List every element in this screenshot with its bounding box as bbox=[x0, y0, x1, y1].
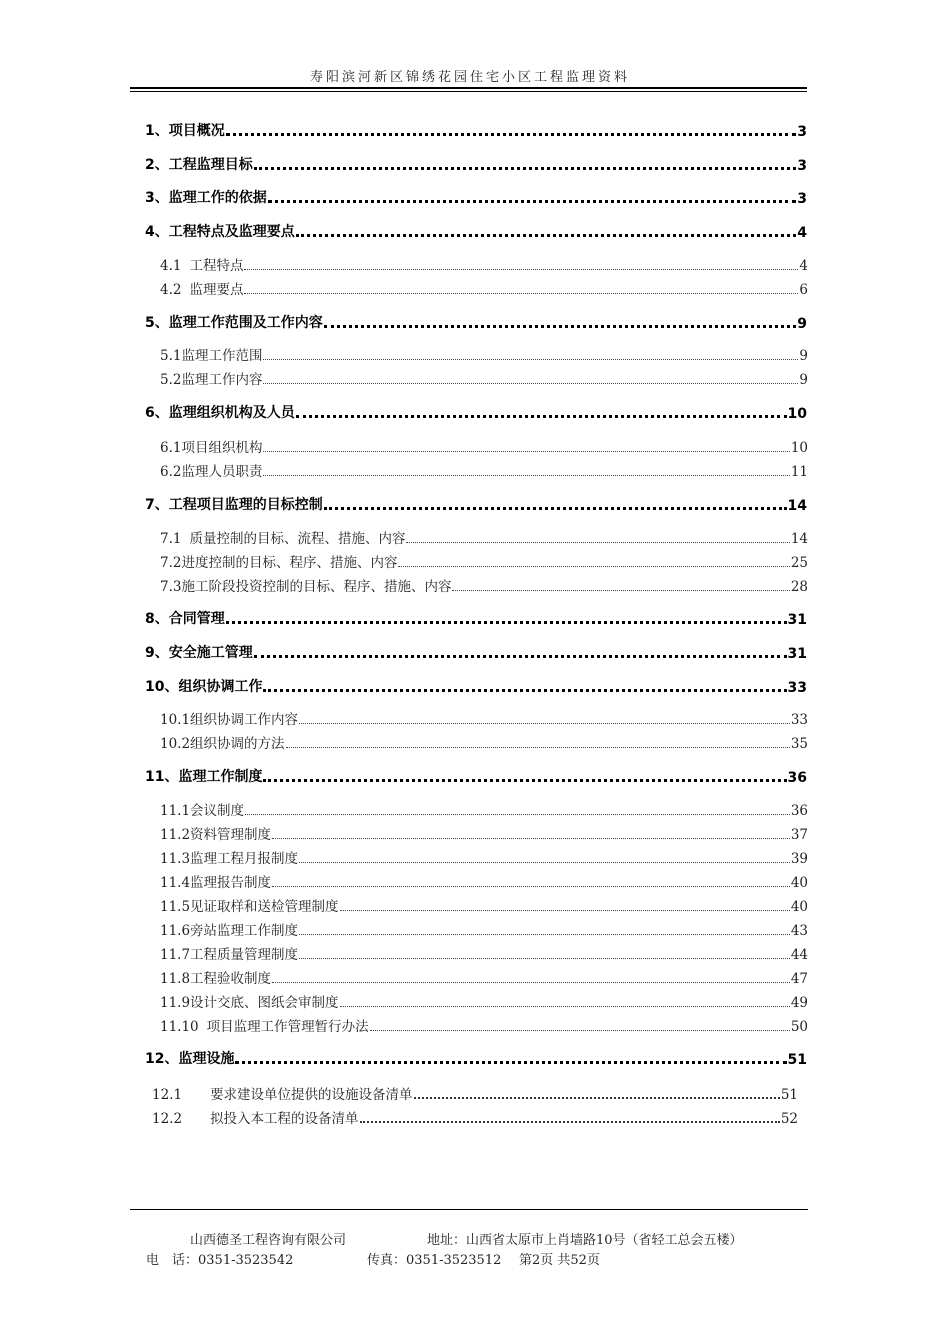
toc-subentry[interactable] bbox=[160, 575, 808, 595]
footer-fax: 传真：0351-3523512 bbox=[367, 1253, 502, 1268]
toc-dot-leader bbox=[299, 958, 790, 959]
toc-dot-leader bbox=[272, 886, 790, 887]
toc-entry-label: 11.7工程质量管理制度 bbox=[160, 947, 299, 963]
toc-entry-title bbox=[145, 642, 253, 662]
toc-entry-label: 工程特点 bbox=[189, 258, 244, 274]
toc-entry-title bbox=[160, 708, 298, 728]
toc-entry-label: 10.2组织协调的方法 bbox=[160, 736, 285, 752]
toc-entry[interactable] bbox=[145, 221, 807, 241]
toc-entry-title bbox=[145, 221, 295, 241]
toc-page-number: 10 bbox=[790, 440, 808, 456]
toc-entry-title bbox=[160, 254, 243, 274]
toc-entry-title bbox=[160, 871, 271, 891]
toc-page-number: 9 bbox=[797, 316, 807, 332]
toc-subentry[interactable] bbox=[160, 436, 808, 456]
toc-dot-leader bbox=[398, 566, 789, 567]
toc-page-number: 49 bbox=[790, 995, 808, 1011]
toc-page-number: 33 bbox=[790, 712, 808, 728]
toc-dot-leader bbox=[286, 747, 790, 748]
toc-entry-number: 4.1 bbox=[160, 258, 182, 274]
toc-subentry[interactable] bbox=[160, 943, 808, 963]
toc-subentry[interactable] bbox=[160, 708, 808, 728]
toc-page-number: 40 bbox=[790, 899, 808, 915]
toc-entry-number: 12.2 bbox=[152, 1111, 183, 1127]
toc-entry-number: 12.1 bbox=[152, 1087, 183, 1103]
toc-entry-label: 1、项目概况 bbox=[145, 123, 225, 139]
toc-dot-leader bbox=[245, 814, 790, 815]
toc-dot-leader bbox=[272, 838, 790, 839]
toc-entry-title bbox=[160, 943, 298, 963]
toc-entry-label: 11.5见证取样和送检管理制度 bbox=[160, 899, 339, 915]
toc-page-number: 51 bbox=[787, 1052, 807, 1068]
toc-dot-leader bbox=[244, 293, 798, 294]
toc-page-number: 9 bbox=[799, 348, 808, 364]
toc-entry-label: 6.2监理人员职责 bbox=[160, 464, 263, 480]
footer-line-1 bbox=[190, 1229, 743, 1248]
toc-entry[interactable] bbox=[145, 766, 807, 786]
toc-entry-title bbox=[145, 676, 262, 696]
toc-page-number: 14 bbox=[790, 531, 808, 547]
toc-entry-label: 12、监理设施 bbox=[145, 1051, 235, 1067]
toc-entry-title bbox=[145, 154, 253, 174]
toc-page-number: 3 bbox=[797, 191, 807, 207]
toc-entry-label: 11.6旁站监理工作制度 bbox=[160, 923, 299, 939]
toc-page-number: 4 bbox=[799, 258, 808, 274]
toc-entry[interactable] bbox=[145, 120, 807, 140]
toc-entry-label: 10、组织协调工作 bbox=[145, 679, 263, 695]
toc-dot-leader bbox=[235, 1061, 786, 1064]
toc-page-number: 52 bbox=[780, 1111, 798, 1127]
toc-entry-label: 要求建设单位提供的设施设备清单 bbox=[210, 1087, 413, 1103]
toc-entry-label: 9、安全施工管理 bbox=[145, 645, 253, 661]
toc-entry-label: 11.9设计交底、图纸会审制度 bbox=[160, 995, 339, 1011]
toc-subentry[interactable] bbox=[160, 823, 808, 843]
toc-page-number: 37 bbox=[790, 827, 808, 843]
toc-entry-label: 11.3监理工程月报制度 bbox=[160, 851, 299, 867]
toc-subentry[interactable] bbox=[160, 991, 808, 1011]
toc-page-number: 14 bbox=[787, 498, 807, 514]
toc-entry-title bbox=[160, 895, 339, 915]
toc-entry-title bbox=[160, 991, 339, 1011]
toc-subentry[interactable] bbox=[160, 1015, 808, 1035]
toc-entry-title bbox=[160, 344, 262, 364]
toc-entry-title bbox=[160, 527, 405, 547]
toc-page-number: 9 bbox=[799, 372, 808, 388]
toc-dot-leader bbox=[226, 621, 787, 624]
toc-dot-leader bbox=[244, 269, 798, 270]
toc-page-number: 28 bbox=[790, 579, 808, 595]
toc-entry-label: 3、监理工作的依据 bbox=[145, 190, 267, 206]
toc-entry[interactable] bbox=[145, 676, 807, 696]
toc-entry-label: 项目监理工作管理暂行办法 bbox=[206, 1019, 369, 1035]
toc-entry-label: 11.2资料管理制度 bbox=[160, 827, 272, 843]
toc-dot-leader bbox=[226, 133, 797, 136]
toc-entry-title bbox=[145, 312, 323, 332]
toc-entry-label: 4、工程特点及监理要点 bbox=[145, 224, 295, 240]
toc-entry-title bbox=[160, 847, 298, 867]
toc-subentry[interactable] bbox=[160, 551, 808, 571]
toc-subentry[interactable] bbox=[160, 967, 808, 987]
toc-entry-label: 11.8工程验收制度 bbox=[160, 971, 272, 987]
toc-dot-leader bbox=[254, 167, 797, 170]
toc-entry-number: 11.10 bbox=[160, 1019, 199, 1035]
footer-address: 地址：山西省太原市上肖墙路10号（省轻工总会五楼） bbox=[427, 1233, 743, 1248]
toc-entry-number: 4.2 bbox=[160, 282, 182, 298]
toc-dot-leader bbox=[263, 475, 789, 476]
toc-page-number: 43 bbox=[790, 923, 808, 939]
toc-entry-title bbox=[145, 608, 225, 628]
toc-page-number: 11 bbox=[790, 464, 808, 480]
toc-entry-label: 2、工程监理目标 bbox=[145, 157, 253, 173]
toc-entry[interactable] bbox=[145, 1048, 807, 1068]
toc-entry-label: 质量控制的目标、流程、措施、内容 bbox=[189, 531, 406, 547]
footer-rule bbox=[130, 1209, 808, 1210]
toc-entry-title bbox=[160, 823, 271, 843]
toc-entry[interactable] bbox=[145, 494, 807, 514]
toc-page-number: 33 bbox=[787, 680, 807, 696]
toc-dot-leader bbox=[340, 910, 790, 911]
toc-subentry[interactable] bbox=[160, 847, 808, 867]
toc-entry-title bbox=[160, 919, 298, 939]
toc-dot-leader bbox=[340, 1006, 790, 1007]
toc-subentry[interactable] bbox=[152, 1107, 798, 1127]
toc-subentry[interactable] bbox=[160, 895, 808, 915]
toc-subentry[interactable] bbox=[160, 368, 808, 388]
page-header-title: 寿阳滨河新区锦绣花园住宅小区工程监理资料 bbox=[309, 70, 630, 85]
toc-entry-label: 5、监理工作范围及工作内容 bbox=[145, 315, 323, 331]
toc-entry-title bbox=[160, 551, 397, 571]
toc-entry-title bbox=[160, 368, 262, 388]
toc-page-number: 31 bbox=[787, 646, 807, 662]
footer-company: 山西德圣工程咨询有限公司 bbox=[190, 1233, 347, 1248]
toc-dot-leader bbox=[263, 359, 798, 360]
toc-page-number: 31 bbox=[787, 612, 807, 628]
toc-dot-leader bbox=[254, 655, 787, 658]
toc-subentry[interactable] bbox=[160, 278, 808, 298]
toc-entry-number: 7.1 bbox=[160, 531, 182, 547]
toc-entry-label: 8、合同管理 bbox=[145, 611, 225, 627]
toc-entry-label: 6.1项目组织机构 bbox=[160, 440, 263, 456]
toc-entry-label: 7.3施工阶段投资控制的目标、程序、措施、内容 bbox=[160, 579, 452, 595]
toc-dot-leader bbox=[263, 451, 789, 452]
toc-entry-title bbox=[145, 120, 225, 140]
toc-dot-leader bbox=[299, 862, 790, 863]
footer-line-2 bbox=[146, 1249, 806, 1267]
toc-subentry[interactable] bbox=[160, 527, 808, 547]
toc-entry-label: 10.1组织协调工作内容 bbox=[160, 712, 299, 728]
toc-entry-title bbox=[145, 402, 295, 422]
toc-dot-leader bbox=[414, 1097, 780, 1099]
toc-entry[interactable] bbox=[145, 642, 807, 662]
toc-dot-leader bbox=[406, 542, 789, 543]
toc-page-number: 3 bbox=[797, 124, 807, 140]
toc-entry-title bbox=[160, 278, 243, 298]
toc-dot-leader bbox=[263, 689, 786, 692]
toc-page-number: 40 bbox=[790, 875, 808, 891]
toc-page-number: 50 bbox=[790, 1019, 808, 1035]
toc-entry-label: 6、监理组织机构及人员 bbox=[145, 405, 295, 421]
toc-entry-label: 5.1监理工作范围 bbox=[160, 348, 263, 364]
footer-page-info: 第2页 共52页 bbox=[519, 1253, 600, 1268]
toc-subentry[interactable] bbox=[160, 799, 808, 819]
toc-dot-leader bbox=[268, 200, 797, 203]
toc-page-number: 36 bbox=[790, 803, 808, 819]
toc-entry-title bbox=[160, 732, 285, 752]
toc-entry-title bbox=[160, 460, 262, 480]
toc-entry-title bbox=[160, 1015, 369, 1035]
toc-entry-title bbox=[152, 1083, 413, 1103]
toc-page-number: 39 bbox=[790, 851, 808, 867]
toc-entry-title bbox=[145, 187, 267, 207]
toc-dot-leader bbox=[272, 982, 790, 983]
toc-dot-leader bbox=[296, 234, 797, 237]
toc-dot-leader bbox=[299, 723, 790, 724]
toc-entry-title bbox=[145, 1048, 234, 1068]
toc-entry[interactable] bbox=[145, 402, 807, 422]
footer-phone: 电 话：0351-3523542 bbox=[146, 1253, 294, 1268]
toc-dot-leader bbox=[263, 779, 786, 782]
toc-subentry[interactable] bbox=[160, 344, 808, 364]
toc-entry-label: 5.2监理工作内容 bbox=[160, 372, 263, 388]
toc-entry-title bbox=[145, 766, 262, 786]
toc-subentry[interactable] bbox=[160, 871, 808, 891]
toc-entry-title bbox=[160, 575, 451, 595]
toc-subentry[interactable] bbox=[160, 254, 808, 274]
toc-dot-leader bbox=[360, 1121, 780, 1123]
toc-dot-leader bbox=[370, 1030, 790, 1031]
toc-entry[interactable] bbox=[145, 312, 807, 332]
toc-subentry[interactable] bbox=[160, 460, 808, 480]
toc-entry[interactable] bbox=[145, 187, 807, 207]
toc-page-number: 10 bbox=[787, 406, 807, 422]
toc-page-number: 44 bbox=[790, 947, 808, 963]
toc-dot-leader bbox=[299, 934, 790, 935]
toc-entry-label: 7.2进度控制的目标、程序、措施、内容 bbox=[160, 555, 398, 571]
toc-entry-label: 7、工程项目监理的目标控制 bbox=[145, 497, 323, 513]
toc-page-number: 51 bbox=[780, 1087, 798, 1103]
toc-subentry[interactable] bbox=[160, 732, 808, 752]
toc-entry[interactable] bbox=[145, 154, 807, 174]
toc-page-number: 3 bbox=[797, 158, 807, 174]
toc-dot-leader bbox=[324, 507, 787, 510]
toc-subentry[interactable] bbox=[160, 919, 808, 939]
toc-entry-label: 11.4监理报告制度 bbox=[160, 875, 272, 891]
toc-page-number: 6 bbox=[799, 282, 808, 298]
toc-entry-title bbox=[145, 494, 323, 514]
toc-entry-label: 拟投入本工程的设备清单 bbox=[210, 1111, 359, 1127]
toc-dot-leader bbox=[452, 590, 789, 591]
toc-entry[interactable] bbox=[145, 608, 807, 628]
toc-dot-leader bbox=[324, 325, 797, 328]
toc-subentry[interactable] bbox=[152, 1083, 798, 1103]
toc-page-number: 25 bbox=[790, 555, 808, 571]
toc-page-number: 36 bbox=[787, 770, 807, 786]
toc-dot-leader bbox=[296, 415, 787, 418]
toc-dot-leader bbox=[263, 383, 798, 384]
toc-entry-title bbox=[160, 967, 271, 987]
toc-entry-label: 11.1会议制度 bbox=[160, 803, 245, 819]
toc-entry-title bbox=[152, 1107, 359, 1127]
toc-entry-title bbox=[160, 799, 244, 819]
toc-entry-title bbox=[160, 436, 262, 456]
toc-entry-label: 11、监理工作制度 bbox=[145, 769, 263, 785]
toc-entry-label: 监理要点 bbox=[189, 282, 244, 298]
toc-page-number: 47 bbox=[790, 971, 808, 987]
toc-page-number: 35 bbox=[790, 736, 808, 752]
toc-page-number: 4 bbox=[797, 225, 807, 241]
